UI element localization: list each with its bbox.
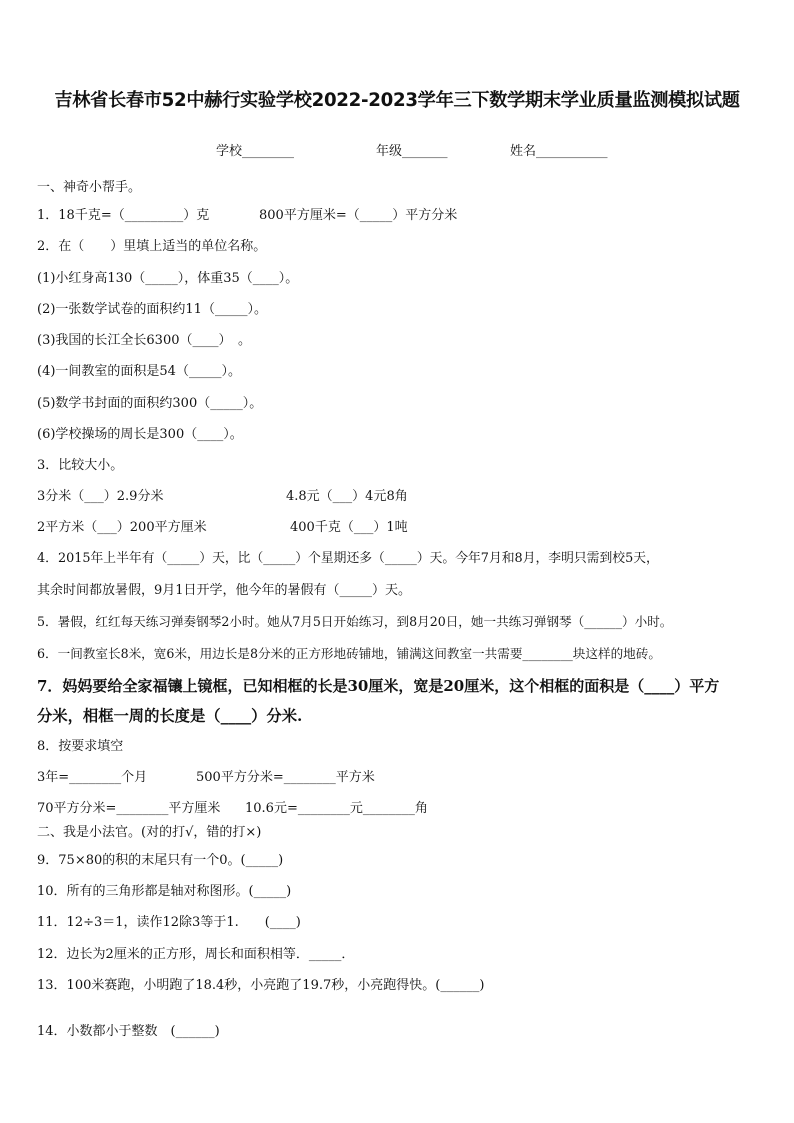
- question-13: 13．100米赛跑，小明跑了18.4秒，小亮跑了19.7秒，小亮跑得快。(______): [37, 978, 485, 993]
- question-4-line-2: 其余时间都放暑假，9月1日开学，他今年的暑假有（_____）天。: [37, 583, 412, 598]
- question-2-item-3: (3)我国的长江全长6300（____） 。: [37, 333, 251, 348]
- question-14: 14．小数都小于整数 (______): [37, 1024, 220, 1039]
- question-3-row-2: [37, 520, 408, 536]
- page-title: 吉林省长春市52中赫行实验学校2022-2023学年三下数学期末学业质量监测模拟试题: [54, 90, 740, 111]
- question-8-row-2-right: 10.6元=________元________角: [245, 801, 428, 816]
- question-1-part-a: 1．18千克=（_________）克: [37, 208, 210, 223]
- question-8-row-1: [37, 770, 375, 786]
- question-8-row-2: [37, 801, 428, 817]
- question-3-stem: 3．比较大小。: [37, 458, 124, 473]
- school-field: 学校________: [216, 144, 295, 159]
- question-7-line-1: 7．妈妈要给全家福镶上镜框，已知相框的长是30厘米，宽是20厘米，这个相框的面积是（____）平方: [37, 677, 720, 695]
- question-2-item-2: (2)一张数学试卷的面积约11（_____）。: [37, 302, 267, 317]
- question-1-part-b: 800平方厘米=（_____）平方分米: [259, 208, 458, 223]
- question-8-stem: 8．按要求填空: [37, 739, 124, 754]
- question-3-row-1: [37, 489, 408, 505]
- question-2-item-6: (6)学校操场的周长是300（____）。: [37, 427, 243, 442]
- question-2-item-1: (1)小红身高130（_____），体重35（____）。: [37, 271, 299, 286]
- question-3-row-2-left: 2平方米（___）200平方厘米: [37, 520, 207, 535]
- question-2-stem: 2．在（ ）里填上适当的单位名称。: [37, 239, 267, 254]
- question-2-item-4: (4)一间教室的面积是54（_____）。: [37, 364, 241, 379]
- question-3-row-1-left: 3分米（___）2.9分米: [37, 489, 164, 504]
- question-2-item-5: (5)数学书封面的面积约300（_____）。: [37, 396, 263, 411]
- section-1-heading: 一、神奇小帮手。: [37, 180, 142, 195]
- question-5: 5．暑假，红红每天练习弹奏钢琴2小时。她从7月5日开始练习，到8月20日，她一共练习弹钢琴（______）小时。: [37, 614, 673, 629]
- question-3-row-1-right: 4.8元（___）4元8角: [286, 489, 408, 504]
- question-8-row-2-left: 70平方分米=________平方厘米: [37, 801, 221, 816]
- question-8-row-1-left: 3年=________个月: [37, 770, 148, 785]
- question-11: 11．12÷3＝1，读作12除3等于1. (____): [37, 915, 301, 930]
- section-2-heading: 二、我是小法官。(对的打√，错的打×): [37, 825, 262, 840]
- question-4-line-1: 4．2015年上半年有（_____）天，比（_____）个星期还多（_____）天。今年7月和8月，李明只需到校5天，: [37, 551, 659, 566]
- question-3-row-2-right: 400千克（___）1吨: [290, 520, 408, 535]
- question-8-row-1-right: 500平方分米=________平方米: [196, 770, 375, 785]
- question-10: 10．所有的三角形都是轴对称图形。(_____): [37, 884, 292, 899]
- grade-field: 年级_______: [376, 144, 448, 159]
- name-field: 姓名___________: [510, 144, 608, 159]
- question-9: 9．75×80的积的末尾只有一个0。(_____): [37, 853, 284, 868]
- question-12: 12．边长为2厘米的正方形，周长和面积相等．_____．: [37, 947, 355, 962]
- question-7-line-2: 分米，相框一周的长度是（____）分米.: [37, 707, 303, 725]
- question-6: 6．一间教室长8米，宽6米，用边长是8分米的正方形地砖铺地，铺满这间教室一共需要________块这样的地砖。: [37, 646, 661, 661]
- question-1: [37, 208, 458, 224]
